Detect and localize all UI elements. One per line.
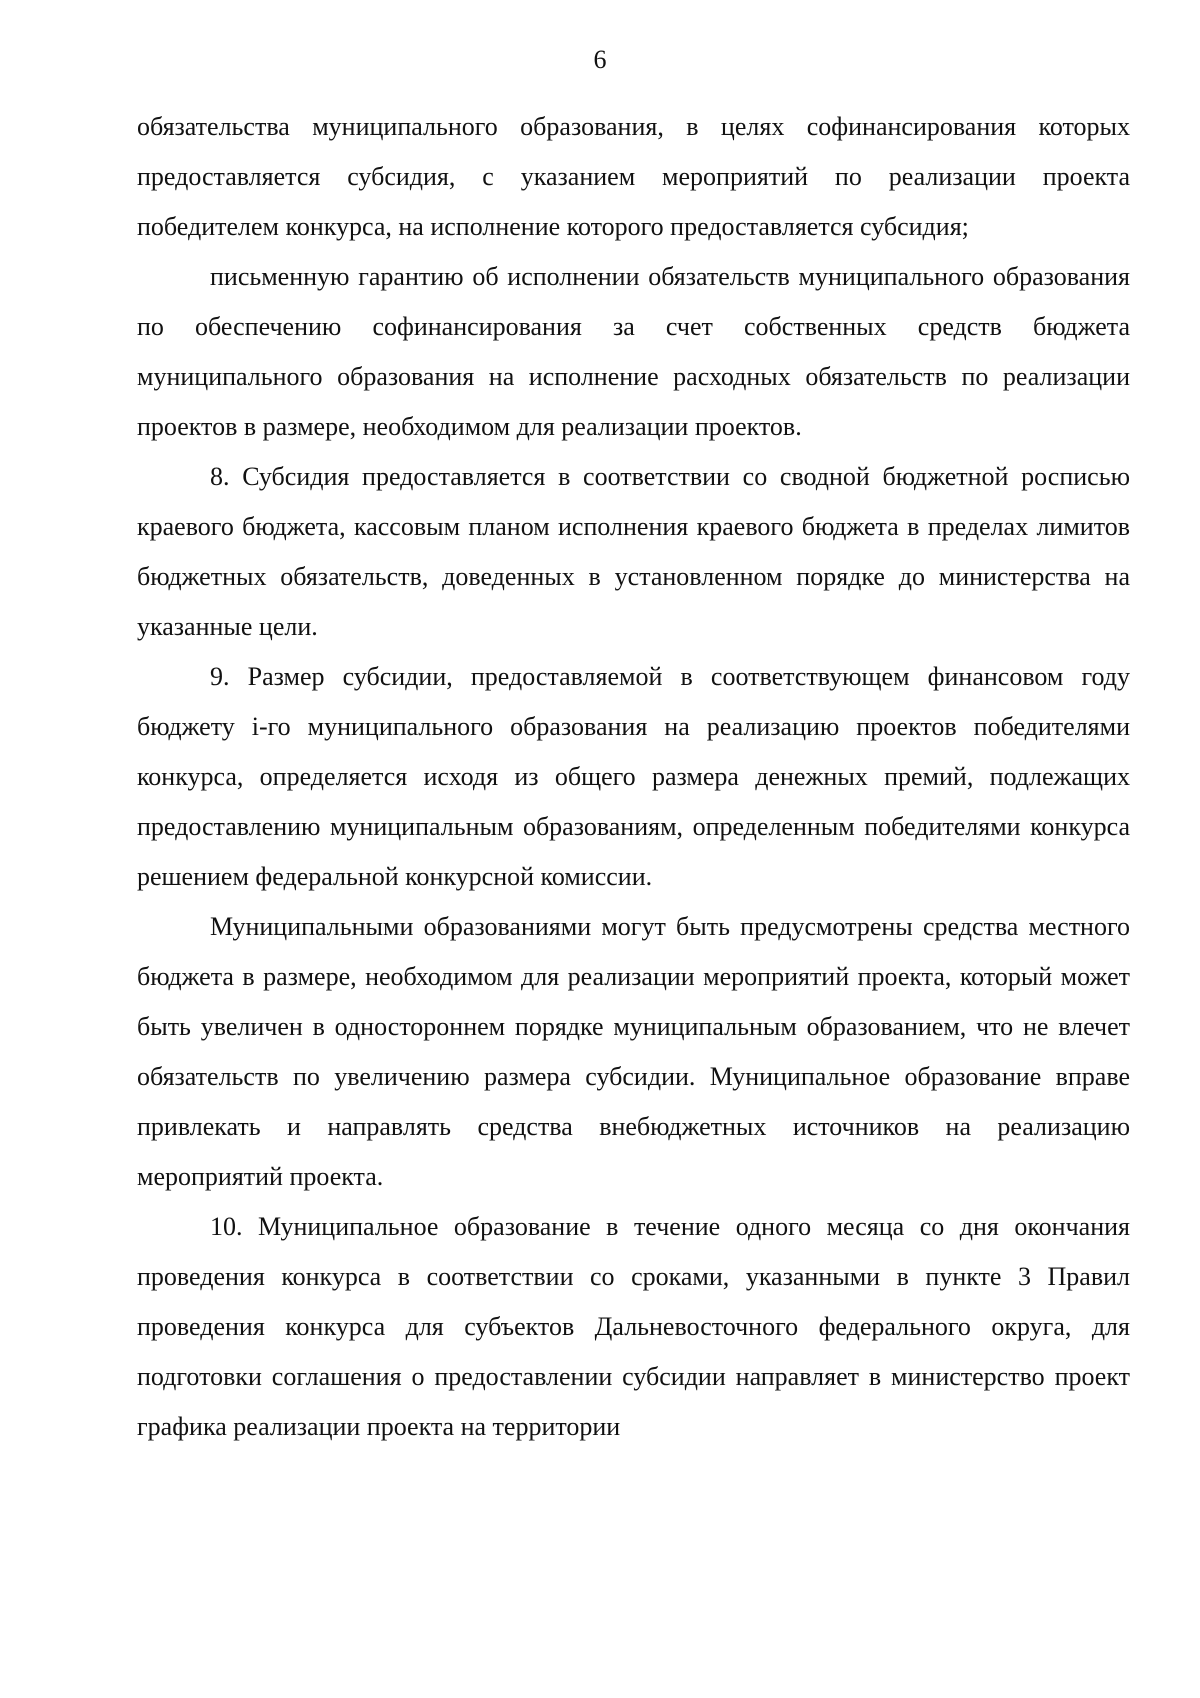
page-number: 6 (593, 45, 607, 74)
paragraph-clause-9: 9. Размер субсидии, предоставляемой в соответствующем финансовом году бюджету i-го муниципального образования на реализацию проектов победителями конкурса, определяется исходя из общего размера денежных премий, подлежащих предоставлению муниципальным образованиям, определенным победителями конкурса решением федеральной конкурсной комиссии. (137, 662, 1130, 891)
paragraph-written-guarantee: письменную гарантию об исполнении обязательств муниципального образования по обеспечению софинансирования за счет собственных средств бюджета муниципального образования на исполнение расходных обязательств по реализации проектов в размере, необходимом для реализации проектов. (137, 262, 1130, 441)
paragraph-local-budget-funds: Муниципальными образованиями могут быть предусмотрены средства местного бюджета в размере, необходимом для реализации мероприятий проекта, который может быть увеличен в одностороннем порядке муниципальным образованием, что не влечет обязательств по увеличению размера субсидии. Муниципальное образование вправе привлекать и направлять средства внебюджетных источников на реализацию мероприятий проекта. (137, 912, 1130, 1191)
document-body (137, 102, 1130, 1452)
paragraph-obligations-continuation: обязательства муниципального образования, в целях софинансирования которых предоставляется субсидия, с указанием мероприятий по реализации проекта победителем конкурса, на исполнение которого предоставляется субсидия; (137, 112, 1130, 241)
paragraph-clause-10: 10. Муниципальное образование в течение одного месяца со дня окончания проведения конкурса в соответствии со сроками, указанными в пункте 3 Правил проведения конкурса для субъектов Дальневосточного федерального округа, для подготовки соглашения о предоставлении субсидии направляет в министерство проект графика реализации проекта на территории (137, 1212, 1130, 1441)
paragraph-clause-8: 8. Субсидия предоставляется в соответствии со сводной бюджетной росписью краевого бюджета, кассовым планом исполнения краевого бюджета в пределах лимитов бюджетных обязательств, доведенных в установленном порядке до министерства на указанные цели. (137, 462, 1130, 641)
